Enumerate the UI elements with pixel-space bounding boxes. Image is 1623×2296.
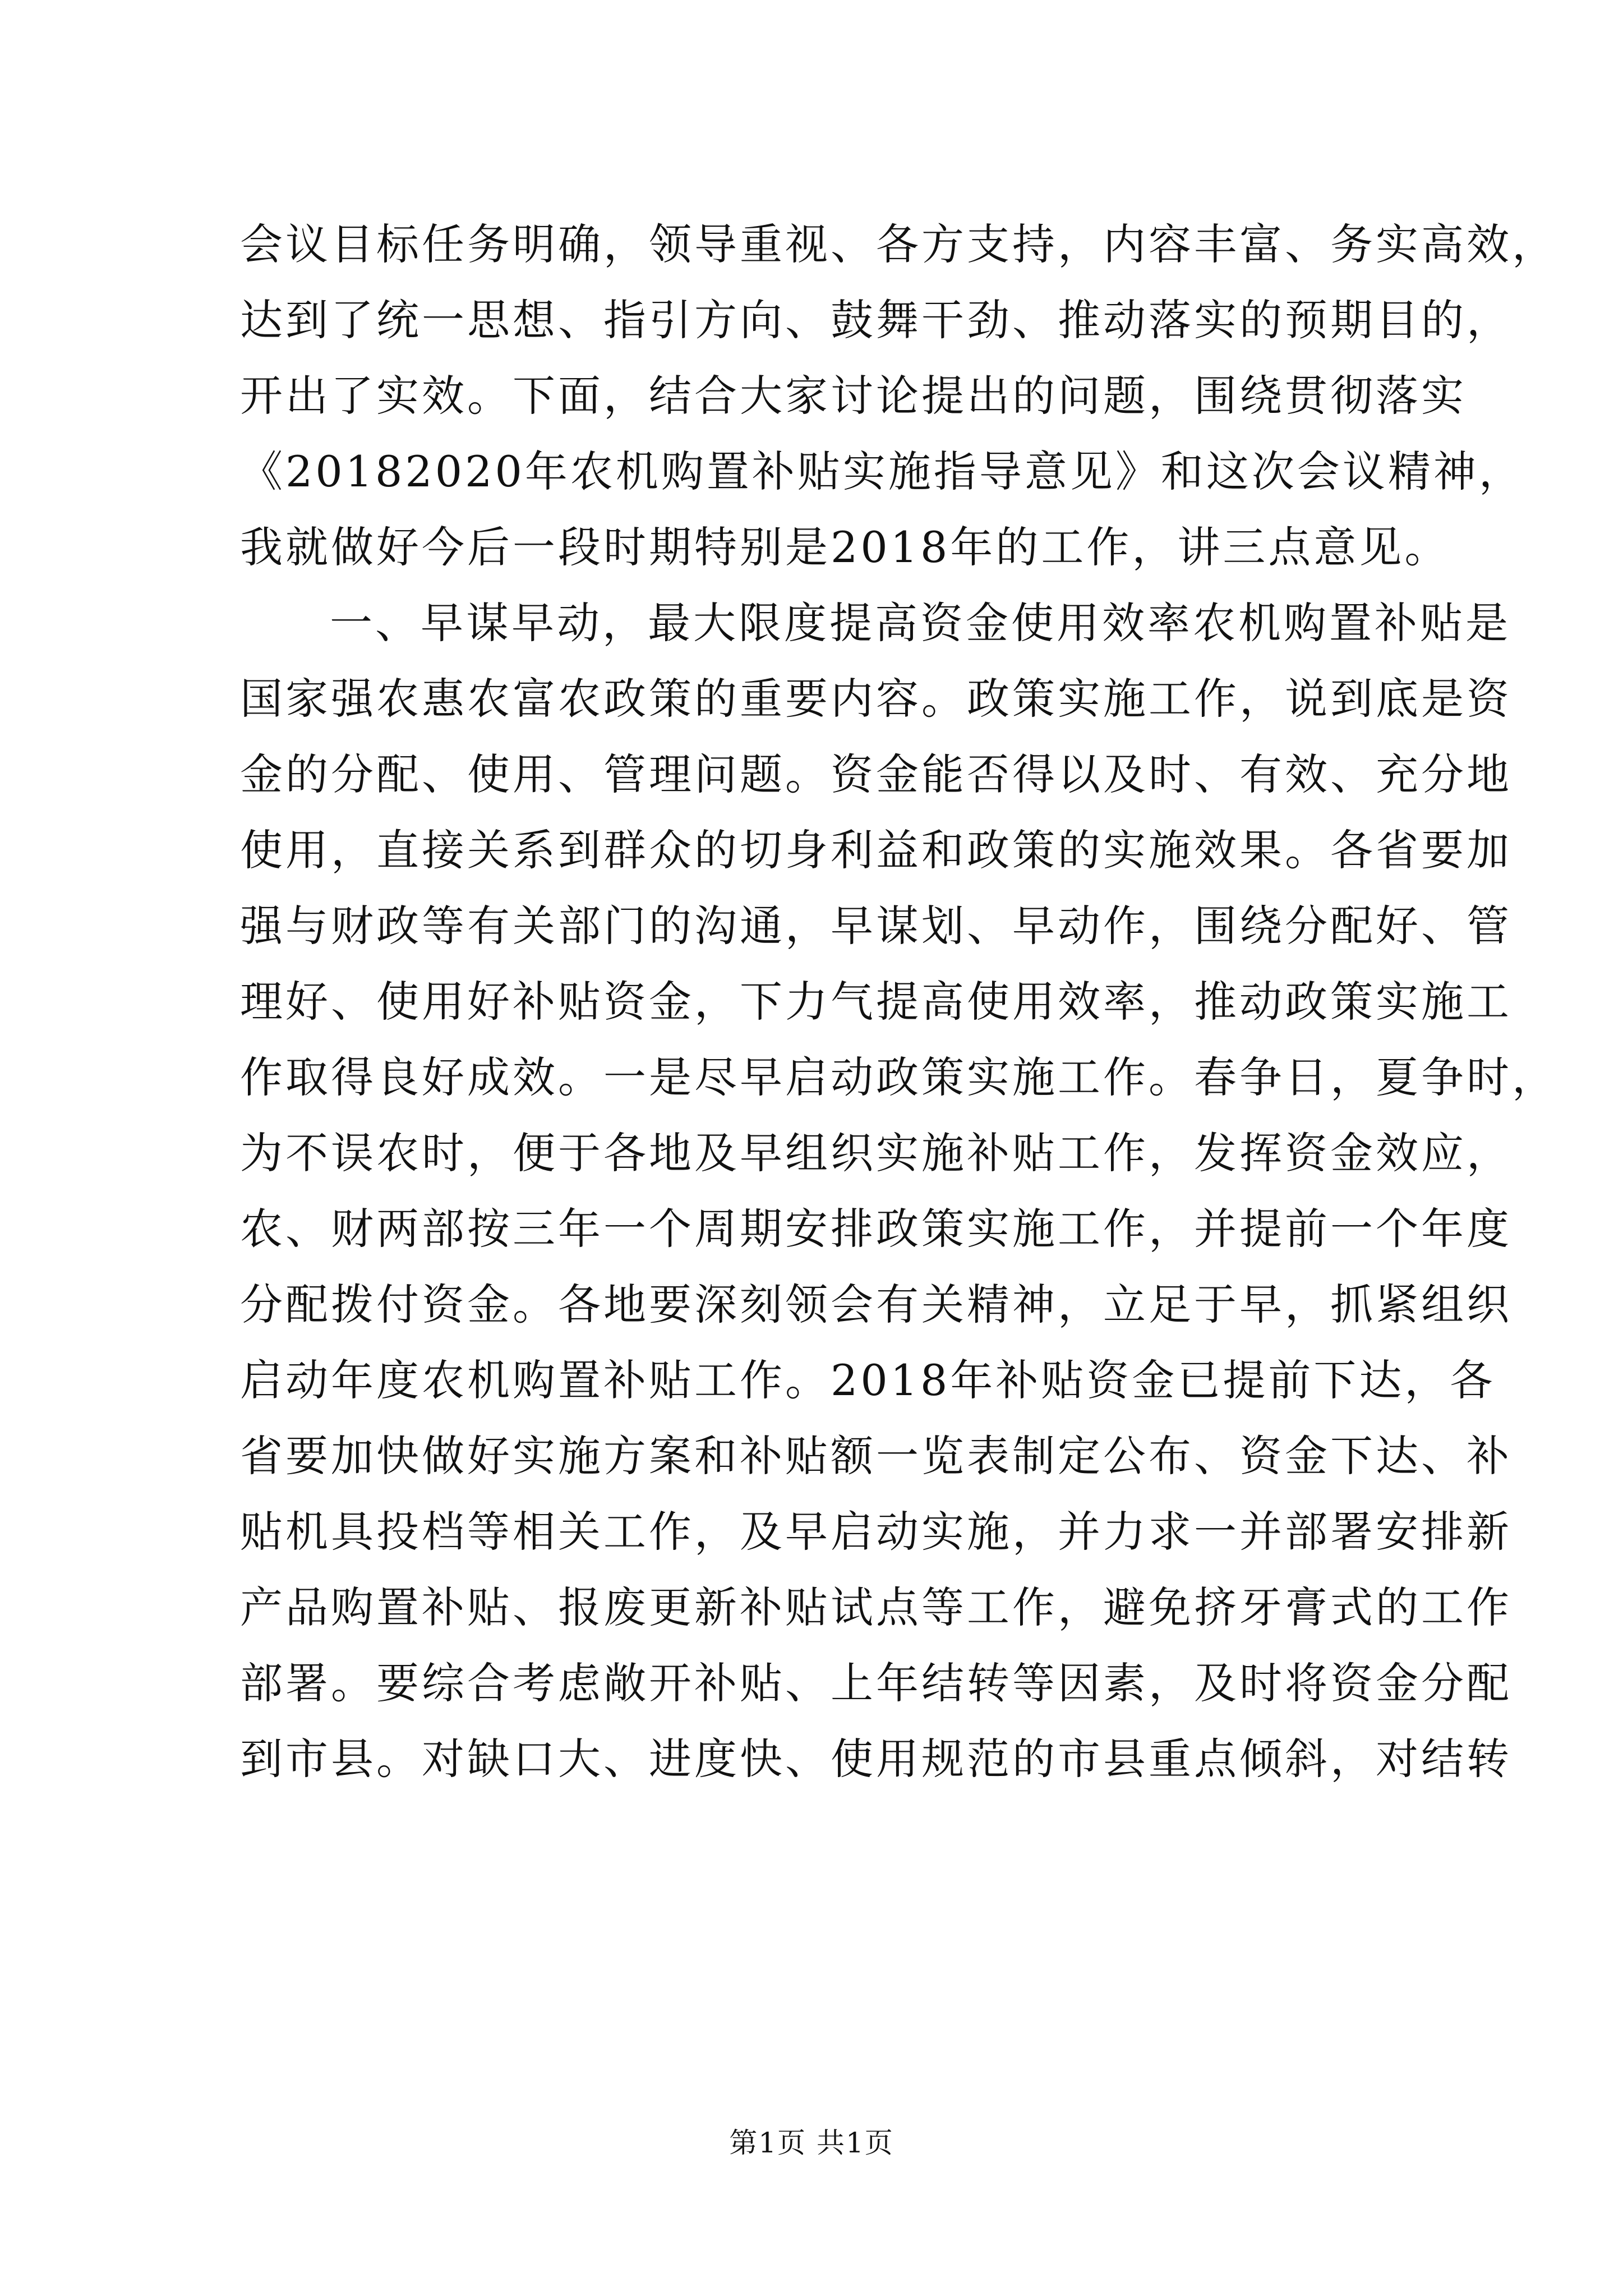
text-line: 我就做好今后一段时期特别是2018年的工作，讲三点意见。 bbox=[240, 522, 1450, 572]
text-line: 理好、使用好补贴资金，下力气提高使用效率，推动政策实施工 bbox=[240, 977, 1512, 1027]
text-line: 会议目标任务明确，领导重视、各方支持，内容丰富、务实高效， bbox=[240, 219, 1557, 269]
text-line: 到市县。对缺口大、进度快、使用规范的市县重点倾斜，对结转 bbox=[240, 1734, 1512, 1784]
text-line: 分配拨付资金。各地要深刻领会有关精神，立足于早，抓紧组织 bbox=[240, 1280, 1512, 1329]
document-body bbox=[240, 206, 1557, 1797]
text-line: 贴机具投档等相关工作，及早启动实施，并力求一并部署安排新 bbox=[240, 1507, 1512, 1557]
text-line: 开出了实效。下面，结合大家讨论提出的问题，围绕贯彻落实 bbox=[240, 371, 1467, 421]
text-line: 强与财政等有关部门的沟通，早谋划、早动作，围绕分配好、管 bbox=[240, 901, 1512, 951]
text-line: 农、财两部按三年一个周期安排政策实施工作，并提前一个年度 bbox=[240, 1204, 1512, 1254]
text-line: 产品购置补贴、报废更新补贴试点等工作，避免挤牙膏式的工作 bbox=[240, 1582, 1512, 1632]
text-line: 国家强农惠农富农政策的重要内容。政策实施工作，说到底是资 bbox=[240, 674, 1512, 724]
text-line: 《20182020年农机购置补贴实施指导意见》和这次会议精神， bbox=[240, 447, 1524, 496]
text-line: 部署。要综合考虑敞开补贴、上年结转等因素，及时将资金分配 bbox=[240, 1658, 1512, 1708]
section-heading-line: 一、早谋早动，最大限度提高资金使用效率农机购置补贴是 bbox=[330, 598, 1511, 648]
text-line: 省要加快做好实施方案和补贴额一览表制定公布、资金下达、补 bbox=[240, 1431, 1512, 1481]
text-line: 达到了统一思想、指引方向、鼓舞干劲、推动落实的预期目的， bbox=[240, 295, 1512, 345]
text-line: 金的分配、使用、管理问题。资金能否得以及时、有效、充分地 bbox=[240, 749, 1512, 799]
text-line: 使用，直接关系到群众的切身利益和政策的实施效果。各省要加 bbox=[240, 825, 1512, 875]
page-number-label: 第1页 共1页 bbox=[729, 2127, 894, 2159]
text-line: 启动年度农机购置补贴工作。2018年补贴资金已提前下达，各 bbox=[240, 1355, 1496, 1405]
page-footer bbox=[0, 2120, 1623, 2161]
text-line: 作取得良好成效。一是尽早启动政策实施工作。春争日，夏争时， bbox=[240, 1052, 1557, 1102]
text-line: 为不误农时，便于各地及早组织实施补贴工作，发挥资金效应， bbox=[240, 1128, 1512, 1178]
